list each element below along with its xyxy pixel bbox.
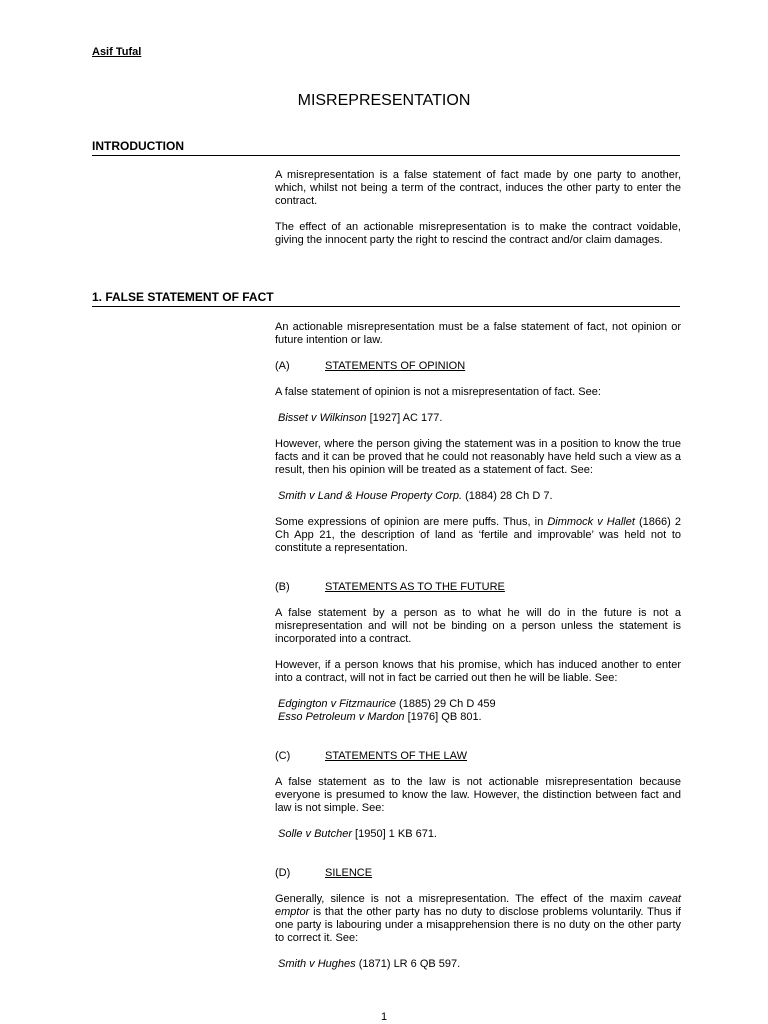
- case-cite: [1976] QB 801.: [404, 711, 482, 723]
- case-citation: [278, 958, 681, 971]
- case-cite: [1927] AC 177.: [366, 412, 443, 424]
- subheading-b-label: (B): [275, 581, 290, 593]
- subheading-d-label: (D): [275, 867, 291, 879]
- case-cite: (1884) 28 Ch D 7.: [462, 490, 553, 502]
- text-span: (1866) 2 Ch App 21, the description of land as ‘fertile and improvable’ was held not to constitute a representation.: [275, 516, 681, 554]
- case-cite: [1950] 1 KB 671.: [351, 828, 437, 840]
- subheading-b-title: STATEMENTS AS TO THE FUTURE: [325, 581, 505, 593]
- subheading-a-title: STATEMENTS OF OPINION: [325, 360, 466, 372]
- case-cite: (1871) LR 6 QB 597.: [355, 958, 461, 970]
- case-name: Smith v Hughes: [278, 958, 356, 970]
- subheading-d: [275, 867, 681, 880]
- maxim: caveat emptor: [275, 893, 681, 918]
- case-citation: [278, 490, 681, 503]
- case-name: Dimmock v Hallet: [547, 516, 635, 528]
- opinion-paragraph-1: A false statement of opinion is not a misrepresentation of fact. See:: [275, 386, 601, 398]
- author-name: Asif Tufal: [92, 46, 142, 58]
- opinion-paragraph-3: [275, 516, 681, 555]
- opinion-paragraph-2: However, where the person giving the statement was in a position to know the true facts and it can be proved that he could not reasonably have held such a view as a result, then his opinion will be treated as a statement of fact. See:: [275, 438, 681, 476]
- law-paragraph-1: A false statement as to the law is not actionable misrepresentation because everyone is presumed to know the law. However, the distinction between fact and law is not simple. See:: [275, 776, 681, 814]
- intro-heading: INTRODUCTION: [92, 139, 680, 156]
- intro-body: [275, 169, 681, 260]
- subheading-c: [275, 750, 681, 763]
- text-span: Some expressions of opinion are mere puffs. Thus, in: [275, 516, 548, 528]
- subheading-c-label: (C): [275, 750, 291, 762]
- case-name: Smith v Land & House Property Corp.: [278, 490, 463, 502]
- page-number: 1: [380, 1011, 388, 1023]
- case-citation: [278, 828, 681, 841]
- subheading-d-title: SILENCE: [325, 867, 373, 879]
- case-citation: [278, 412, 681, 425]
- case-name: Edgington v Fitzmaurice: [278, 698, 396, 710]
- case-citation: [278, 698, 681, 711]
- intro-paragraph-2: The effect of an actionable misrepresentation is to make the contract voidable, giving the innocent party the right to rescind the contract and/or claim damages.: [275, 221, 681, 246]
- silence-paragraph-1: [275, 893, 681, 945]
- future-paragraph-2: However, if a person knows that his promise, which has induced another to enter into a contract, will not in fact be carried out then he will be liable. See:: [275, 659, 681, 684]
- text-span: Generally, silence is not a misrepresentation. The effect of the maxim: [275, 893, 649, 905]
- case-name: Esso Petroleum v Mardon: [278, 711, 405, 723]
- future-paragraph-1: A false statement by a person as to what he will do in the future is not a misrepresentation and will not be binding on a person unless the statement is incorporated into a contract.: [275, 607, 681, 645]
- subheading-c-title: STATEMENTS OF THE LAW: [325, 750, 467, 762]
- intro-paragraph-1: A misrepresentation is a false statement of fact made by one party to another, which, whilst not being a term of the contract, induces the other party to enter the contract.: [275, 169, 681, 207]
- case-citation: [278, 711, 681, 724]
- document-title: MISREPRESENTATION: [297, 92, 471, 109]
- subheading-b: [275, 581, 681, 594]
- section-1-heading: 1. FALSE STATEMENT OF FACT: [92, 290, 680, 307]
- subheading-a-label: (A): [275, 360, 290, 372]
- text-span: is that the other party has no duty to disclose problems voluntarily. Thus if one party is labouring under a misapprehension there is no duty on the other party to correct it. See:: [275, 906, 681, 944]
- section-1-intro: An actionable misrepresentation must be a false statement of fact, not opinion or future intention or law.: [275, 321, 681, 346]
- case-name: Bisset v Wilkinson: [278, 412, 367, 424]
- section-1-body: [275, 321, 681, 984]
- subheading-a: [275, 360, 681, 373]
- case-name: Solle v Butcher: [278, 828, 352, 840]
- case-cite: (1885) 29 Ch D 459: [396, 698, 496, 710]
